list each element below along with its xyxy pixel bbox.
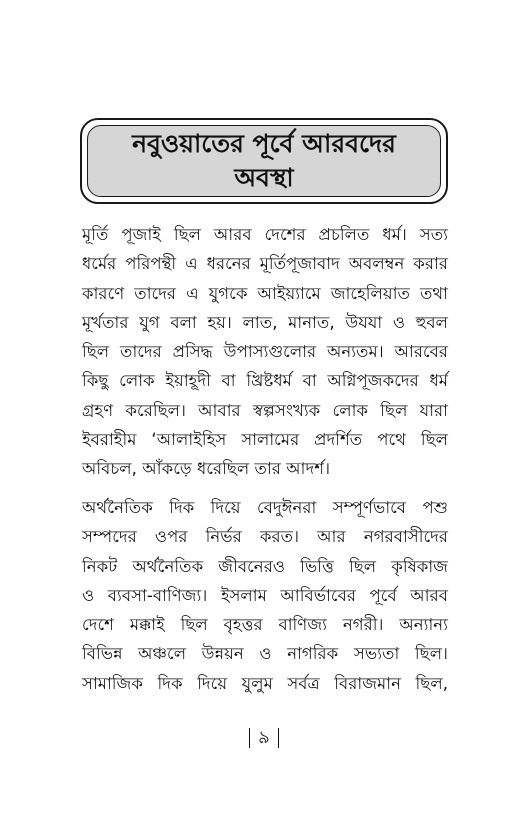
page-number [0, 726, 528, 750]
paragraph-line: গ্রহণ করেছিল। আবার স্বল্পসংখ্যক লোক ছিল যারা [82, 400, 448, 420]
paragraph-line: অবিচল, আঁকড়ে ধরেছিল তার আদর্শ। [82, 459, 331, 479]
paragraph-line: অর্থনৈতিক দিক দিয়ে বেদুঈনরা সম্পূর্ণভাবে পশু [82, 498, 448, 517]
chapter-title [87, 125, 441, 197]
paragraph-1 [82, 220, 448, 484]
paragraph-line: বিভিন্ন অঞ্চলে উন্নয়ন ও নাগরিক সভ্যতা ছিল। [82, 644, 448, 664]
paragraph-line: ধর্মের পরিপন্থী এ ধরনের মূর্তিপূজাবাদ অবলম্বন করার [82, 254, 448, 274]
page-number-left-bar [249, 728, 251, 748]
chapter-title-line-2: অবস্থা [234, 163, 294, 192]
paragraph-line: কিছু লোক ইয়াহূদী বা খ্রিষ্টধর্ম বা অগ্নিপূজকদের ধর্ম [82, 371, 448, 391]
page-number-value: ৯ [258, 727, 270, 748]
chapter-title-line-1: নবুওয়াতের পূর্বে আরবদের [132, 129, 396, 158]
paragraph-line: ও ব্যবসা-বাণিজ্য। ইসলাম আবির্ভাবের পূর্বে আরব [82, 585, 448, 605]
paragraph-line: নিকট অর্থনৈতিক জীবনেরও ভিত্তি ছিল কৃষিকাজ [82, 556, 448, 576]
paragraph-2 [82, 493, 448, 698]
paragraph-line: দেশে মক্কাই ছিল বৃহত্তর বাণিজ্য নগরী। অন্যান্য [82, 615, 448, 635]
paragraph-line: মূর্খতার যুগ বলা হয়। লাত, মানাত, উযযা ও হুবল [82, 312, 448, 332]
paragraph-line: ইবরাহীম ‘আলাইহিস সালামের প্রদর্শিত পথে ছিল [82, 430, 448, 450]
chapter-title-box [80, 118, 448, 204]
paragraph-line: ছিল তাদের প্রসিদ্ধ উপাস্যগুলোর অন্যতম। আরবের [82, 342, 448, 362]
paragraph-line: মূর্তি পূজাই ছিল আরব দেশের প্রচলিত ধর্ম। সত্য [82, 225, 448, 244]
paragraph-line: সামাজিক দিক দিয়ে যুলুম সর্বত্র বিরাজমান ছিল, [82, 673, 448, 693]
paragraph-line: সম্পদের ওপর নির্ভর করত। আর নগরবাসীদের [82, 527, 448, 547]
paragraph-line: কারণে তাদের এ যুগকে আইয়্যামে জাহেলিয়াত তথা [82, 283, 448, 303]
page-number-right-bar [278, 728, 280, 748]
